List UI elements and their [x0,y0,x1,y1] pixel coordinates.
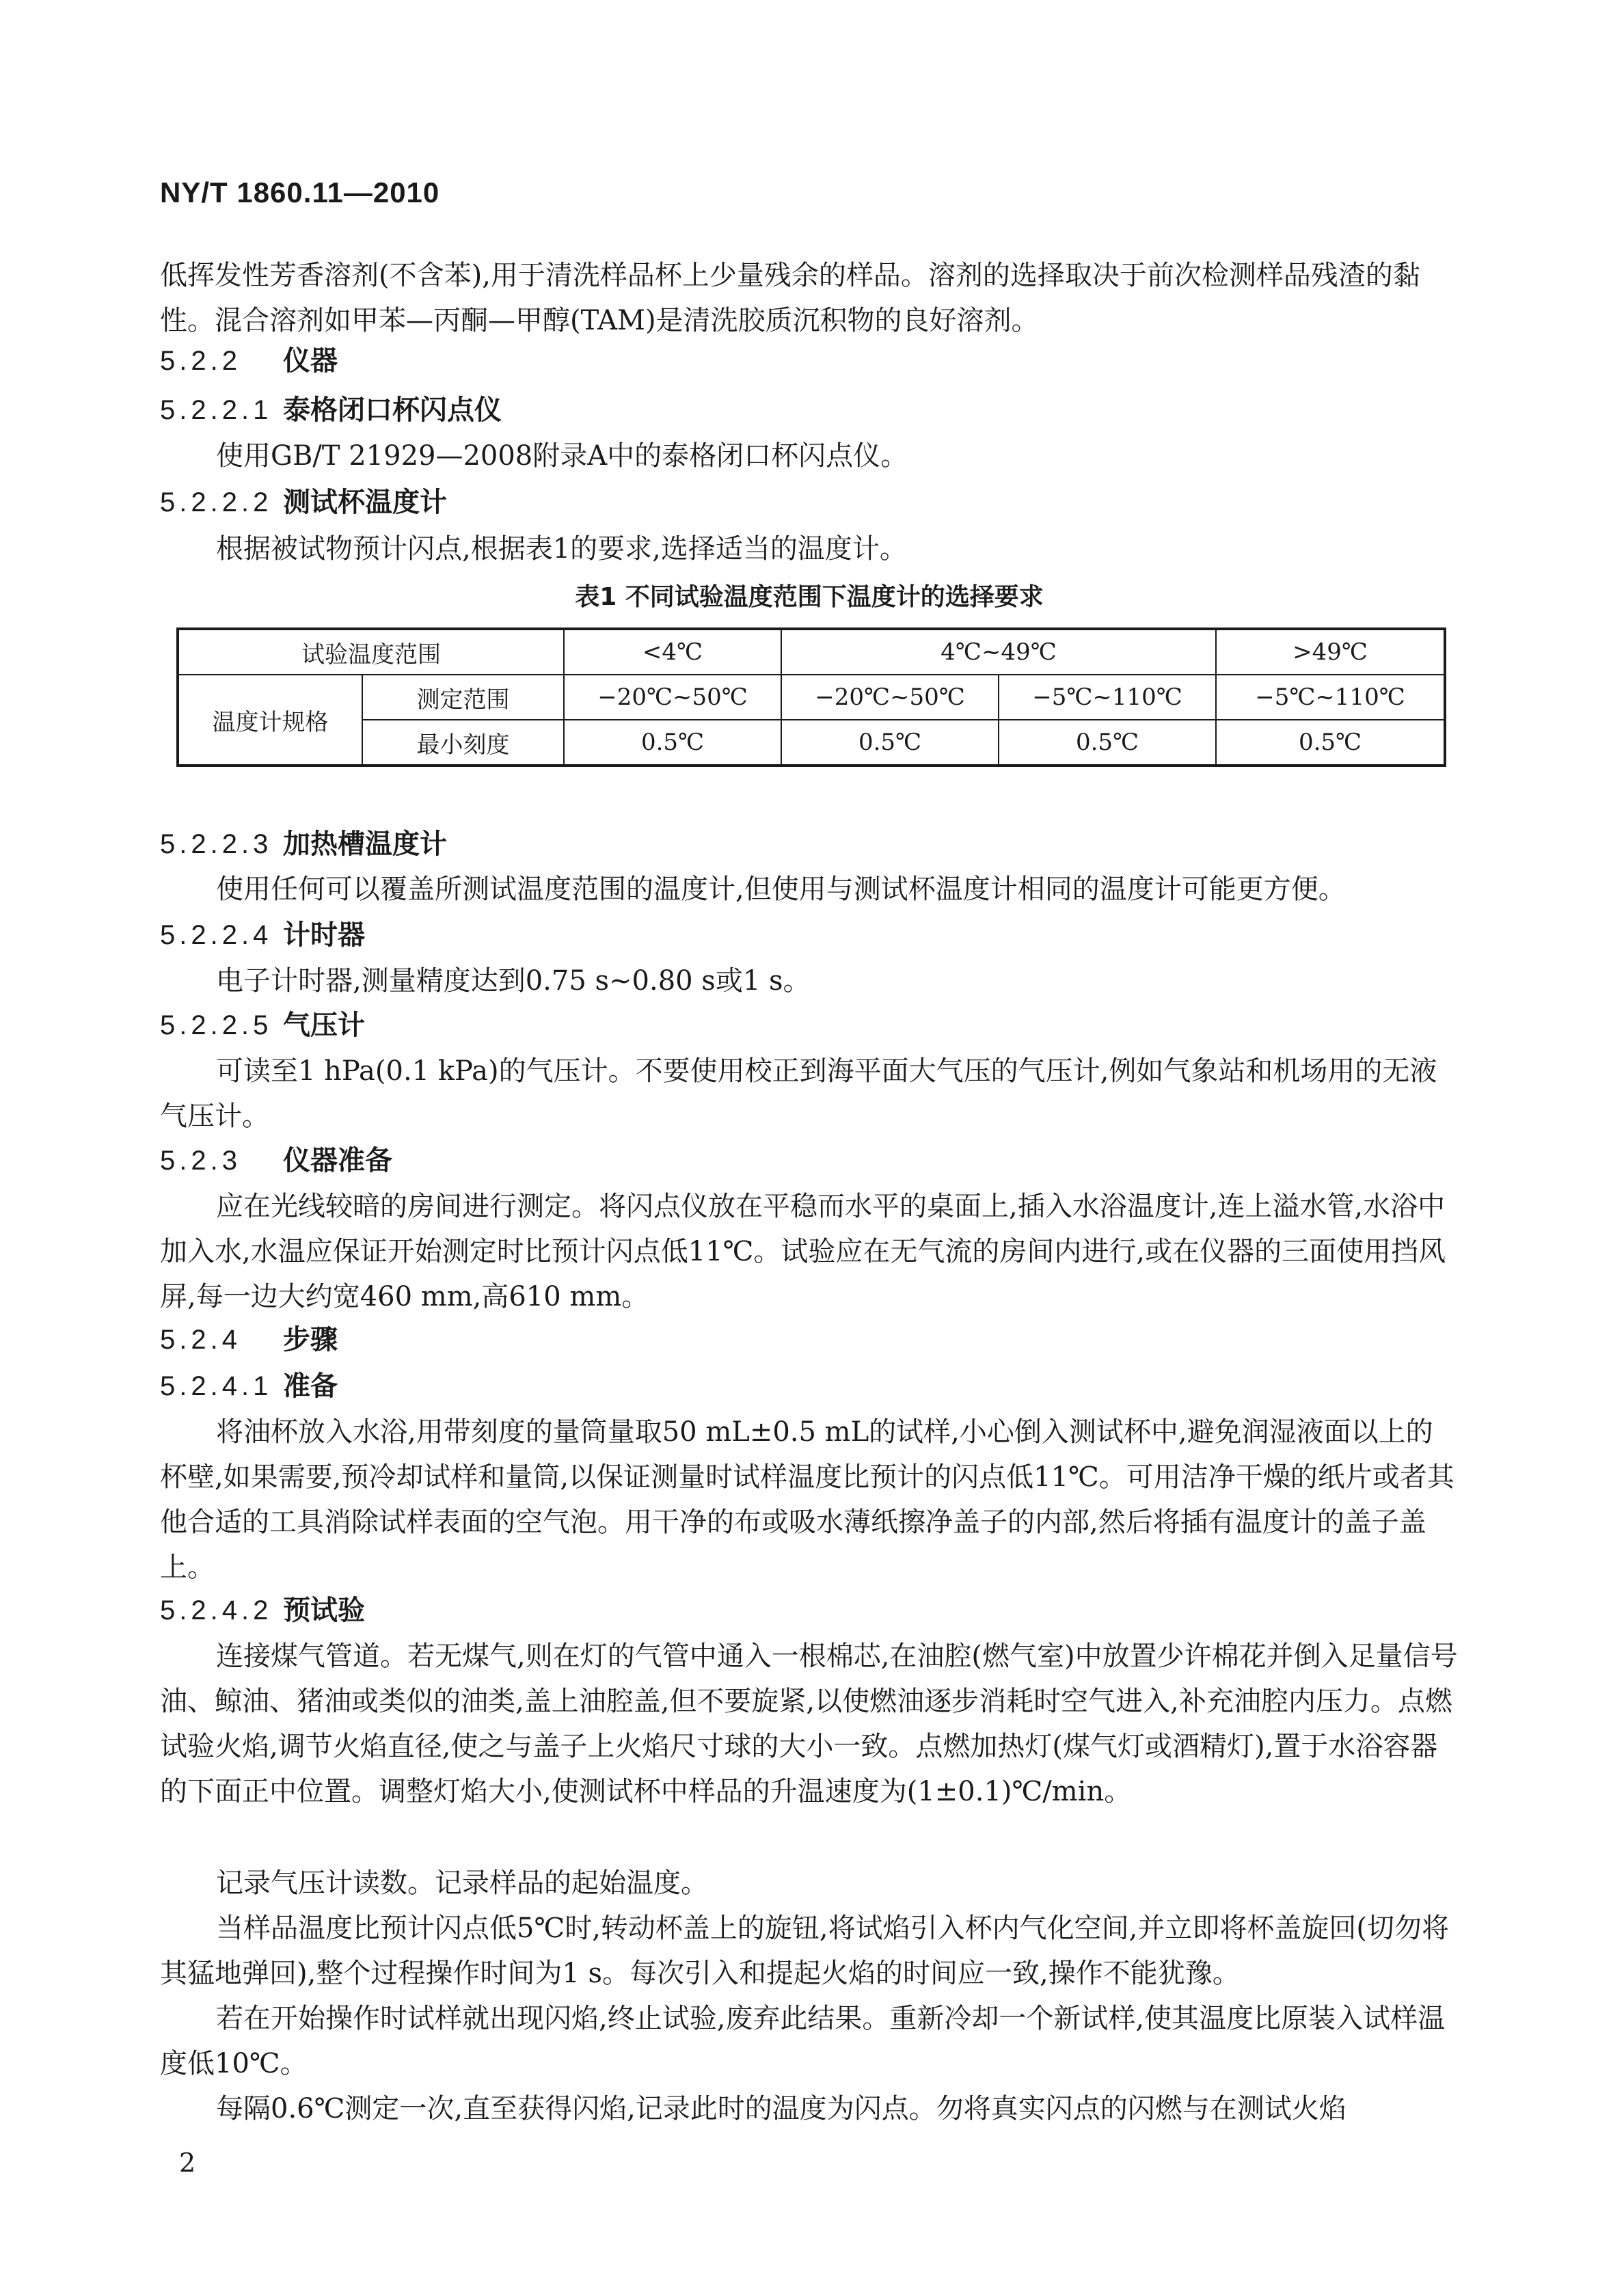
paragraph-5-2-4-2-c: 当样品温度比预计闪点低5℃时,转动杯盖上的旋钮,将试焰引入杯内气化空间,并立即将杯盖旋回(切勿将其猛地弹回),整个过程操作时间为1 s。每次引入和提起火焰的时间应一致,操作不能犹豫。 [160,1913,1449,1989]
heading-5-2-2: 5.2.2 仪器 [160,345,338,377]
paragraph-5-2-4-1: 将油杯放入水浴,用带刻度的量筒量取50 mL±0.5 mL的试样,小心倒入测试杯中,避免润湿液面以上的杯壁,如果需要,预冷却试样和量筒,以保证测量时试样温度比预计的闪点低11℃。可用洁净干燥的纸片或者其他合适的工具消除试样表面的空气泡。用干净的布或吸水薄纸擦净盖子的内部,然后将插有温度计的盖子盖上。 [160,1416,1454,1583]
table-group-label: 温度计规格 [178,675,362,766]
heading-5-2-2-2: 5.2.2.2 测试杯温度计 [160,487,447,518]
paragraph-5-2-4-2-a: 连接煤气管道。若无煤气,则在灯的气管中通入一根棉芯,在油腔(燃气室)中放置少许棉花并倒入足量信号油、鲸油、猪油或类似的油类,盖上油腔盖,但不要旋紧,以使燃油逐步消耗时空气进入,补充油腔内压力。点燃试验火焰,调节火焰直径,使之与盖子上火焰尺寸球的大小一致。点燃加热灯(煤气灯或酒精灯),置于水浴容器的下面正中位置。调整灯焰大小,使测试杯中样品的升温速度为(1±0.1)℃/min。 [160,1641,1458,1807]
thermometer-table [176,627,1446,767]
document-code: NY/T 1860.11—2010 [160,176,440,208]
paragraph-5-2-3: 应在光线较暗的房间进行测定。将闪点仪放在平稳而水平的桌面上,插入水浴温度计,连上溢水管,水浴中加入水,水温应保证开始测定时比预计闪点低11℃。试验应在无气流的房间内进行,或在仪器的三面使用挡风屏,每一边大约宽460 mm,高610 mm。 [160,1191,1446,1312]
heading-5-2-4-1: 5.2.4.1 准备 [160,1371,338,1402]
table-header-label: 试验温度范围 [178,629,564,675]
table-row-label: 最小刻度 [362,720,564,766]
table-cell: −5℃~110℃ [1216,675,1445,720]
heading-5-2-2-3: 5.2.2.3 加热槽温度计 [160,828,447,860]
table-cell: 0.5℃ [999,720,1216,766]
table-row [178,675,1445,720]
paragraph-5-2-2-2: 根据被试物预计闪点,根据表1的要求,选择适当的温度计。 [216,533,907,565]
paragraph-5-2-2-5: 可读至1 hPa(0.1 kPa)的气压计。不要使用校正到海平面大气压的气压计,例如气象站和机场用的无液气压计。 [160,1055,1437,1132]
heading-5-2-4: 5.2.4 步骤 [160,1324,338,1355]
page-number: 2 [179,2148,196,2178]
paragraph-5-2-2-3: 使用任何可以覆盖所测试温度范围的温度计,但使用与测试杯温度计相同的温度计可能更方便。 [216,874,1346,905]
table-cell: 0.5℃ [564,720,781,766]
paragraph-5-2-4-2-d: 若在开始操作时试样就出现闪焰,终止试验,废弃此结果。重新冷却一个新试样,使其温度比原装入试样温度低10℃。 [160,2003,1446,2079]
table-range-cell: >49℃ [1216,629,1445,675]
table-caption: 表1 不同试验温度范围下温度计的选择要求 [575,583,1044,611]
heading-5-2-2-5: 5.2.2.5 气压计 [160,1010,365,1041]
table-cell: −20℃~50℃ [781,675,999,720]
paragraph-solvent: 低挥发性芳香溶剂(不含苯),用于清洗样品杯上少量残余的样品。溶剂的选择取决于前次检测样品残渣的黏性。混合溶剂如甲苯—丙酮—甲醇(TAM)是清洗胶质沉积物的良好溶剂。 [160,260,1420,336]
table-row [178,720,1445,766]
table-header-row [178,629,1445,675]
table-row-label: 测定范围 [362,675,564,720]
paragraph-5-2-4-2-b: 记录气压计读数。记录样品的起始温度。 [216,1867,708,1899]
table-range-cell: 4℃~49℃ [781,629,1216,675]
heading-5-2-3: 5.2.3 仪器准备 [160,1145,392,1176]
paragraph-5-2-4-2-e: 每隔0.6℃测定一次,直至获得闪焰,记录此时的温度为闪点。勿将真实闪点的闪燃与在测试火焰 [216,2093,1346,2124]
paragraph-5-2-2-1: 使用GB/T 21929—2008附录A中的泰格闭口杯闪点仪。 [216,440,908,472]
heading-5-2-2-1: 5.2.2.1 泰格闭口杯闪点仪 [160,394,502,426]
table-cell: 0.5℃ [1216,720,1445,766]
table-cell: 0.5℃ [781,720,999,766]
paragraph-5-2-2-4: 电子计时器,测量精度达到0.75 s~0.80 s或1 s。 [216,965,811,997]
heading-5-2-4-2: 5.2.4.2 预试验 [160,1595,365,1626]
table-cell: −20℃~50℃ [564,675,781,720]
table-cell: −5℃~110℃ [999,675,1216,720]
table-range-cell: <4℃ [564,629,781,675]
heading-5-2-2-4: 5.2.2.4 计时器 [160,919,365,951]
